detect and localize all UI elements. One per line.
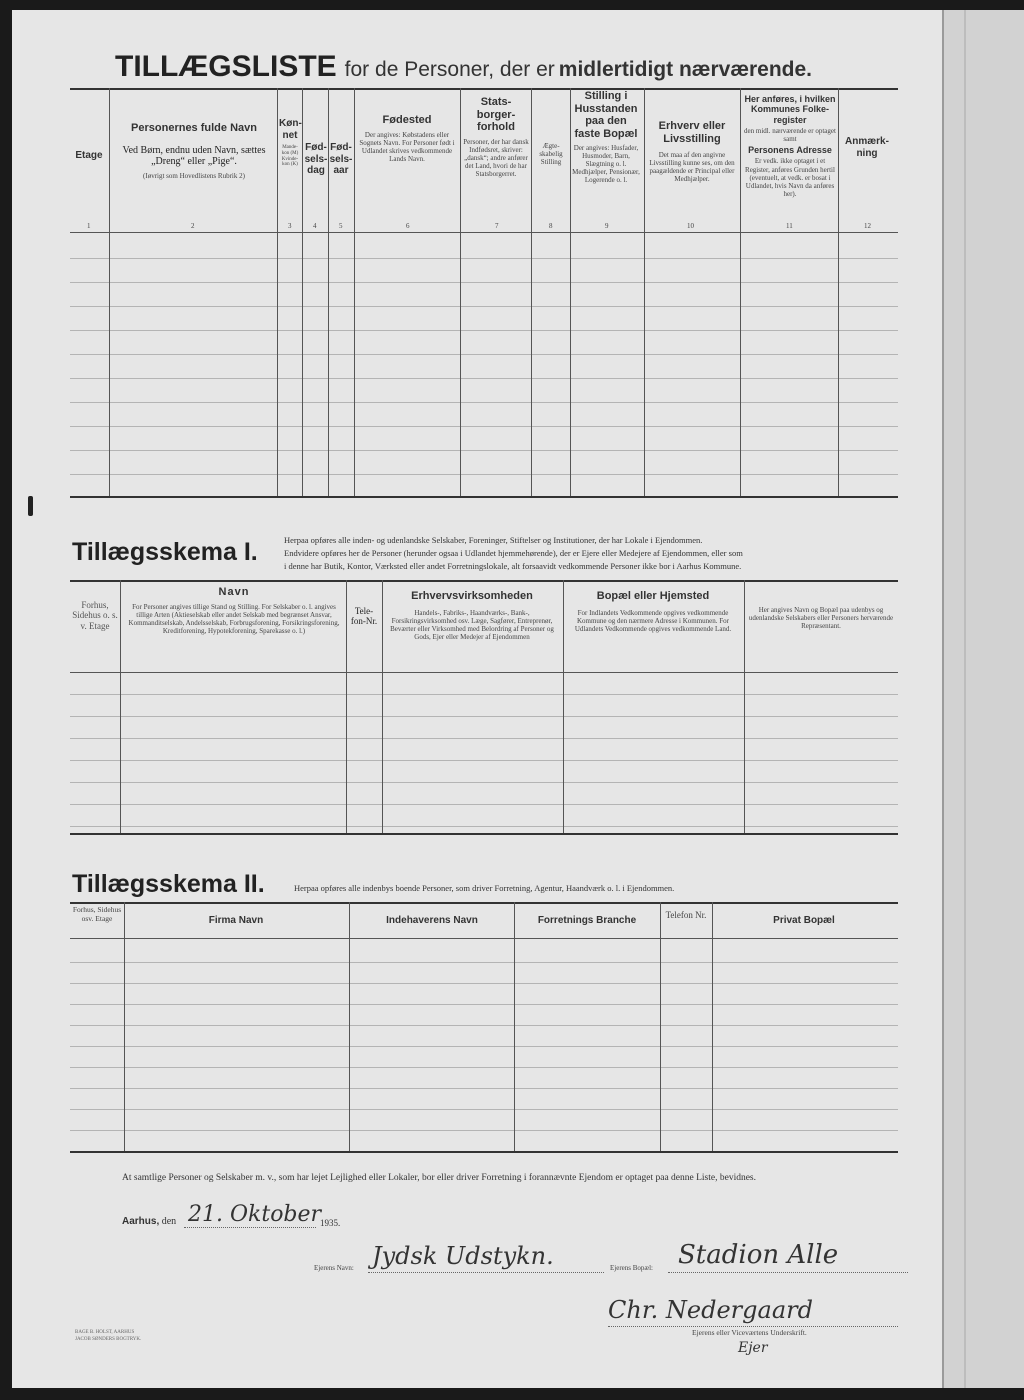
skema2-header-bopael-label: Privat Bopæl bbox=[773, 915, 835, 926]
col-number-11: 11 bbox=[786, 222, 793, 230]
main-header-erhverv-note: Det maa af den angivne Livsstilling kunne ses, om den paagældende er Principal eller Medhjælper. bbox=[649, 151, 735, 184]
skema1-header-navn bbox=[124, 586, 344, 635]
title-main: TILLÆGSLISTE bbox=[115, 50, 337, 83]
col-number-6: 6 bbox=[406, 222, 410, 230]
main-header-anmaerkning-title: Anmærk-ning bbox=[845, 136, 889, 159]
owner-address-dotted-line bbox=[668, 1272, 908, 1273]
skema1-row-line bbox=[70, 782, 898, 783]
main-header-navn bbox=[112, 122, 276, 180]
skema2-header-indehaver-label: Indehaverens Navn bbox=[386, 915, 478, 926]
main-table-header-rule bbox=[70, 232, 898, 233]
signature-dotted-line bbox=[608, 1326, 898, 1327]
col-number-8: 8 bbox=[549, 222, 553, 230]
main-header-fodested-title: Fødested bbox=[382, 114, 432, 126]
main-header-adresse bbox=[742, 94, 838, 198]
skema2-column-divider bbox=[349, 902, 350, 1151]
main-header-etage-title: Etage bbox=[75, 150, 103, 161]
skema1-header-telefon bbox=[348, 606, 380, 627]
skema2-row-line bbox=[70, 1004, 898, 1005]
main-header-konnet-note: Mande-kon (M) Kvinde-kon (K) bbox=[281, 145, 299, 168]
main-header-erhverv-title: Erhverv eller Livsstilling bbox=[658, 120, 726, 145]
skema1-header-rule bbox=[70, 672, 898, 673]
skema1-row-line bbox=[70, 760, 898, 761]
skema2-bottom-rule bbox=[70, 1151, 898, 1153]
skema1-header-bopael bbox=[566, 590, 740, 633]
main-header-adresse-mid: den midl. nærværende er optaget samt bbox=[744, 127, 836, 144]
main-header-konnet bbox=[279, 118, 301, 168]
main-header-stilling bbox=[572, 90, 640, 184]
skema1-header-erhverv bbox=[384, 590, 560, 641]
skema1-intro-line2: Endvidere opføres her de Personer (herunder ogsaa i Udlandet hjemmehørende), der er Ejere eller Medejere af Ejendommen, eller som bbox=[284, 547, 743, 558]
main-header-konnet-title: Køn-net bbox=[279, 118, 302, 141]
main-table-column-divider bbox=[460, 88, 461, 496]
place-label: Aarhus, bbox=[122, 1216, 160, 1227]
main-table-column-divider bbox=[354, 88, 355, 496]
main-header-navn-note2: (Iøvrigt som Hovedlistens Rubrik 2) bbox=[143, 171, 245, 180]
main-header-stilling-title: Stilling i Husstanden paa den faste Bopæl bbox=[574, 90, 638, 140]
main-table-row-line bbox=[70, 306, 898, 307]
title-bold: midlertidigt nærværende. bbox=[558, 58, 813, 81]
skema2-header-bopael bbox=[714, 915, 894, 927]
skema2-header-telefon-label: Telefon Nr. bbox=[665, 910, 707, 920]
skema1-row-line bbox=[70, 716, 898, 717]
skema2-row-line bbox=[70, 1130, 898, 1131]
skema2-row-line bbox=[70, 962, 898, 963]
main-table-column-divider bbox=[277, 88, 278, 496]
year-label: 1935. bbox=[320, 1218, 341, 1228]
skema1-row-line bbox=[70, 694, 898, 695]
col-number-5: 5 bbox=[339, 222, 343, 230]
col-number-12: 12 bbox=[864, 222, 871, 230]
skema2-column-divider bbox=[712, 902, 713, 1151]
main-table-row-line bbox=[70, 402, 898, 403]
skema2-header-etage bbox=[72, 906, 122, 923]
skema2-title: Tillægsskema II. bbox=[72, 870, 265, 898]
main-header-navn-note: Ved Børn, endnu uden Navn, sættes „Dreng“ eller „Pige“. bbox=[122, 144, 266, 168]
skema2-row-line bbox=[70, 1067, 898, 1068]
skema2-top-rule bbox=[70, 902, 898, 904]
page-title bbox=[115, 50, 915, 88]
main-header-fodested-note: Der angives: Købstadens eller Sognets Navn. For Personer født i Udlandet skrives vedkommende Lands Navn. bbox=[359, 130, 455, 163]
skema2-row-line bbox=[70, 1046, 898, 1047]
skema1-top-rule bbox=[70, 580, 898, 582]
title-rest: for de Personer, der er bbox=[344, 58, 555, 81]
skema1-row-line bbox=[70, 738, 898, 739]
owner-name-dotted-line bbox=[368, 1272, 604, 1273]
skema1-header-navn-title: Navn bbox=[218, 586, 250, 598]
den-label: den bbox=[161, 1216, 177, 1227]
skema1-header-repraesentant-note: Her angives Navn og Bopæl paa udenbys og udenlandske Selskabers eller Personers herværende Repræsentant. bbox=[748, 606, 894, 631]
skema1-intro-line3: i denne har Butik, Kontor, Værksted eller andet Forretningslokale, alt forsaavidt vedkommende Personer ikke bor i Aarhus Kommune. bbox=[284, 560, 742, 571]
col-number-7: 7 bbox=[495, 222, 499, 230]
skema2-header-firma-label: Firma Navn bbox=[208, 915, 264, 926]
skema1-intro bbox=[284, 534, 898, 572]
main-header-adresse-note: Er vedk. ikke optaget i et Register, anføres Grunden hertil (eventuelt, at vedk. er bosat i Udlandet, hvis Navn da anføres her). bbox=[745, 157, 835, 198]
skema1-header-erhverv-title: Erhvervsvirksomheden bbox=[411, 590, 533, 602]
main-table-row-line bbox=[70, 426, 898, 427]
main-table-bottom-rule bbox=[70, 496, 898, 498]
main-header-statsborger-note: Personer, der har dansk Indfødsret, skriver: „dansk“; andre anfører det Land, hvori de har Statsborgerret. bbox=[463, 137, 529, 179]
date-dotted-line bbox=[184, 1227, 316, 1228]
skema1-column-divider bbox=[120, 580, 121, 833]
skema1-intro-line1: Herpaa opføres alle inden- og udenlandske Selskaber, Foreninger, Stiftelser og Institutioner, der har Lokale i Ejendommen. bbox=[284, 535, 703, 545]
main-table-row-line bbox=[70, 330, 898, 331]
skema1-row-line bbox=[70, 826, 898, 827]
main-table-row-line bbox=[70, 450, 898, 451]
main-header-adresse-top: Her anføres, i hvilken Kommunes Folke-register bbox=[744, 94, 836, 125]
col-number-10: 10 bbox=[687, 222, 694, 230]
main-table-top-rule bbox=[70, 88, 898, 90]
col-number-2: 2 bbox=[191, 222, 195, 230]
main-header-aegteskab bbox=[534, 142, 568, 166]
skema1-title: Tillægsskema I. bbox=[72, 538, 258, 566]
col-number-4: 4 bbox=[313, 222, 317, 230]
printer-imprint: BAGE B. HOLST, AARHUS JACOB SØNDERS BOGTRYK. bbox=[75, 1330, 142, 1342]
skema1-column-divider bbox=[744, 580, 745, 833]
main-table-column-divider bbox=[644, 88, 645, 496]
main-table-column-divider bbox=[838, 88, 839, 496]
col-number-9: 9 bbox=[605, 222, 609, 230]
skema1-header-navn-note: For Personer angives tillige Stand og Stilling. For Selskaber o. l. angives tillige Arten (Aktieselskab eller andet Selskab med begrænset Ansvar, Kommanditselskab, Andelsselskab, Forbrugsforening, Forsikringsforening, Kreditforening, Hypotekforening, Sparekasse o. l.) bbox=[128, 602, 340, 635]
skema2-column-divider bbox=[514, 902, 515, 1151]
skema2-row-line bbox=[70, 1088, 898, 1089]
main-header-fodselsaar-title: Fød-sels-aar bbox=[329, 142, 353, 176]
main-table-row-line bbox=[70, 354, 898, 355]
skema2-header-branche-label: Forretnings Branche bbox=[537, 915, 637, 926]
main-header-fodselsdag bbox=[304, 142, 328, 177]
owner-name-handwritten: Jydsk Udstykn. bbox=[372, 1242, 554, 1270]
main-header-stilling-note: Der angives: Husfader, Husmoder, Barn, Slægtning o. l. Medhjælper, Pensionær, Logerende o. l. bbox=[572, 143, 640, 184]
skema2-header-branche bbox=[517, 915, 657, 927]
skema2-row-line bbox=[70, 983, 898, 984]
main-table-row-line bbox=[70, 378, 898, 379]
main-header-statsborger bbox=[463, 96, 529, 178]
owner-address-label: Ejerens Bopæl: bbox=[610, 1264, 653, 1272]
main-header-statsborger-title: Stats-borger-forhold bbox=[476, 96, 516, 134]
form-page bbox=[12, 10, 942, 1388]
skema1-column-divider bbox=[382, 580, 383, 833]
skema1-header-erhverv-note: Handels-, Fabriks-, Haandværks-, Bank-, Forsikringsvirksomhed osv. Læge, Sagfører, Entreprenør, Beværter eller Virksomhed med Belordring af Personer og Gods, Ejer eller Medejer af Ejendommen bbox=[390, 608, 554, 641]
date-handwritten: 21. Oktober bbox=[188, 1202, 322, 1227]
skema1-header-etage-note: Forhus, Sidehus o. s. v. Etage bbox=[72, 600, 118, 631]
main-header-fodselsdag-title: Fød-sels-dag bbox=[304, 142, 328, 176]
main-table-row-line bbox=[70, 258, 898, 259]
signature-label: Ejerens eller Viceværtens Underskrift. bbox=[692, 1328, 807, 1337]
main-header-anmaerkning bbox=[840, 136, 894, 159]
main-table-column-divider bbox=[740, 88, 741, 496]
main-table-column-divider bbox=[531, 88, 532, 496]
skema2-header-etage-label: Forhus, Sidehus osv. Etage bbox=[72, 905, 122, 923]
skema1-row-line bbox=[70, 804, 898, 805]
skema2-row-line bbox=[70, 1109, 898, 1110]
main-table-column-divider bbox=[570, 88, 571, 496]
col-number-3: 3 bbox=[288, 222, 292, 230]
main-header-fodselsaar bbox=[329, 142, 353, 177]
skema2-column-divider bbox=[124, 902, 125, 1151]
main-header-etage bbox=[70, 150, 108, 162]
binding-mark bbox=[28, 496, 33, 516]
skema2-header-firma bbox=[126, 915, 346, 927]
main-table-row-line bbox=[70, 282, 898, 283]
skema1-header-bopael-note: For Indlandets Vedkommende opgives vedkommende Kommune og den nærmere Adresse i Kommunen. For Udlandets Vedkommende opgives vedkommende Land. bbox=[574, 608, 732, 633]
signature-handwritten-2: Ejer bbox=[738, 1340, 768, 1356]
skema2-header-telefon bbox=[664, 910, 708, 920]
main-header-fodested bbox=[356, 114, 458, 163]
page-edge bbox=[942, 10, 1024, 1388]
owner-address-handwritten: Stadion Alle bbox=[678, 1240, 839, 1270]
skema1-header-bopael-title: Bopæl eller Hjemsted bbox=[596, 590, 710, 602]
declaration-text: At samtlige Personer og Selskaber m. v., som har lejet Lejlighed eller Lokaler, bor eller driver Forretning i forannævnte Ejendom er optaget paa denne Liste, bevidnes. bbox=[122, 1173, 756, 1183]
main-header-navn-title: Personernes fulde Navn bbox=[131, 122, 257, 134]
skema1-header-telefon-note: Tele-fon-Nr. bbox=[350, 606, 378, 627]
signature-handwritten: Chr. Nedergaard bbox=[608, 1296, 813, 1324]
skema2-intro: Herpaa opføres alle indenbys boende Personer, som driver Forretning, Agentur, Haandværk o. l. i Ejendommen. bbox=[294, 883, 675, 893]
owner-name-label: Ejerens Navn: bbox=[314, 1264, 354, 1272]
main-header-adresse-title: Personens Adresse bbox=[748, 145, 832, 156]
main-table-column-divider bbox=[109, 88, 110, 496]
main-header-erhverv bbox=[646, 120, 738, 183]
skema1-bottom-rule bbox=[70, 833, 898, 835]
col-number-1: 1 bbox=[87, 222, 91, 230]
date-line bbox=[122, 1216, 176, 1227]
skema1-header-etage bbox=[72, 600, 118, 631]
skema2-row-line bbox=[70, 1025, 898, 1026]
skema1-column-divider bbox=[346, 580, 347, 833]
skema1-header-repraesentant bbox=[748, 606, 894, 630]
main-header-aegteskab-note: Ægte-skabelig Stilling bbox=[539, 142, 563, 167]
page-fold bbox=[964, 10, 966, 1388]
main-table-row-line bbox=[70, 474, 898, 475]
main-table-column-divider bbox=[302, 88, 303, 496]
skema2-header-rule bbox=[70, 938, 898, 939]
skema1-column-divider bbox=[563, 580, 564, 833]
skema2-column-divider bbox=[660, 902, 661, 1151]
skema2-header-indehaver bbox=[352, 915, 512, 927]
